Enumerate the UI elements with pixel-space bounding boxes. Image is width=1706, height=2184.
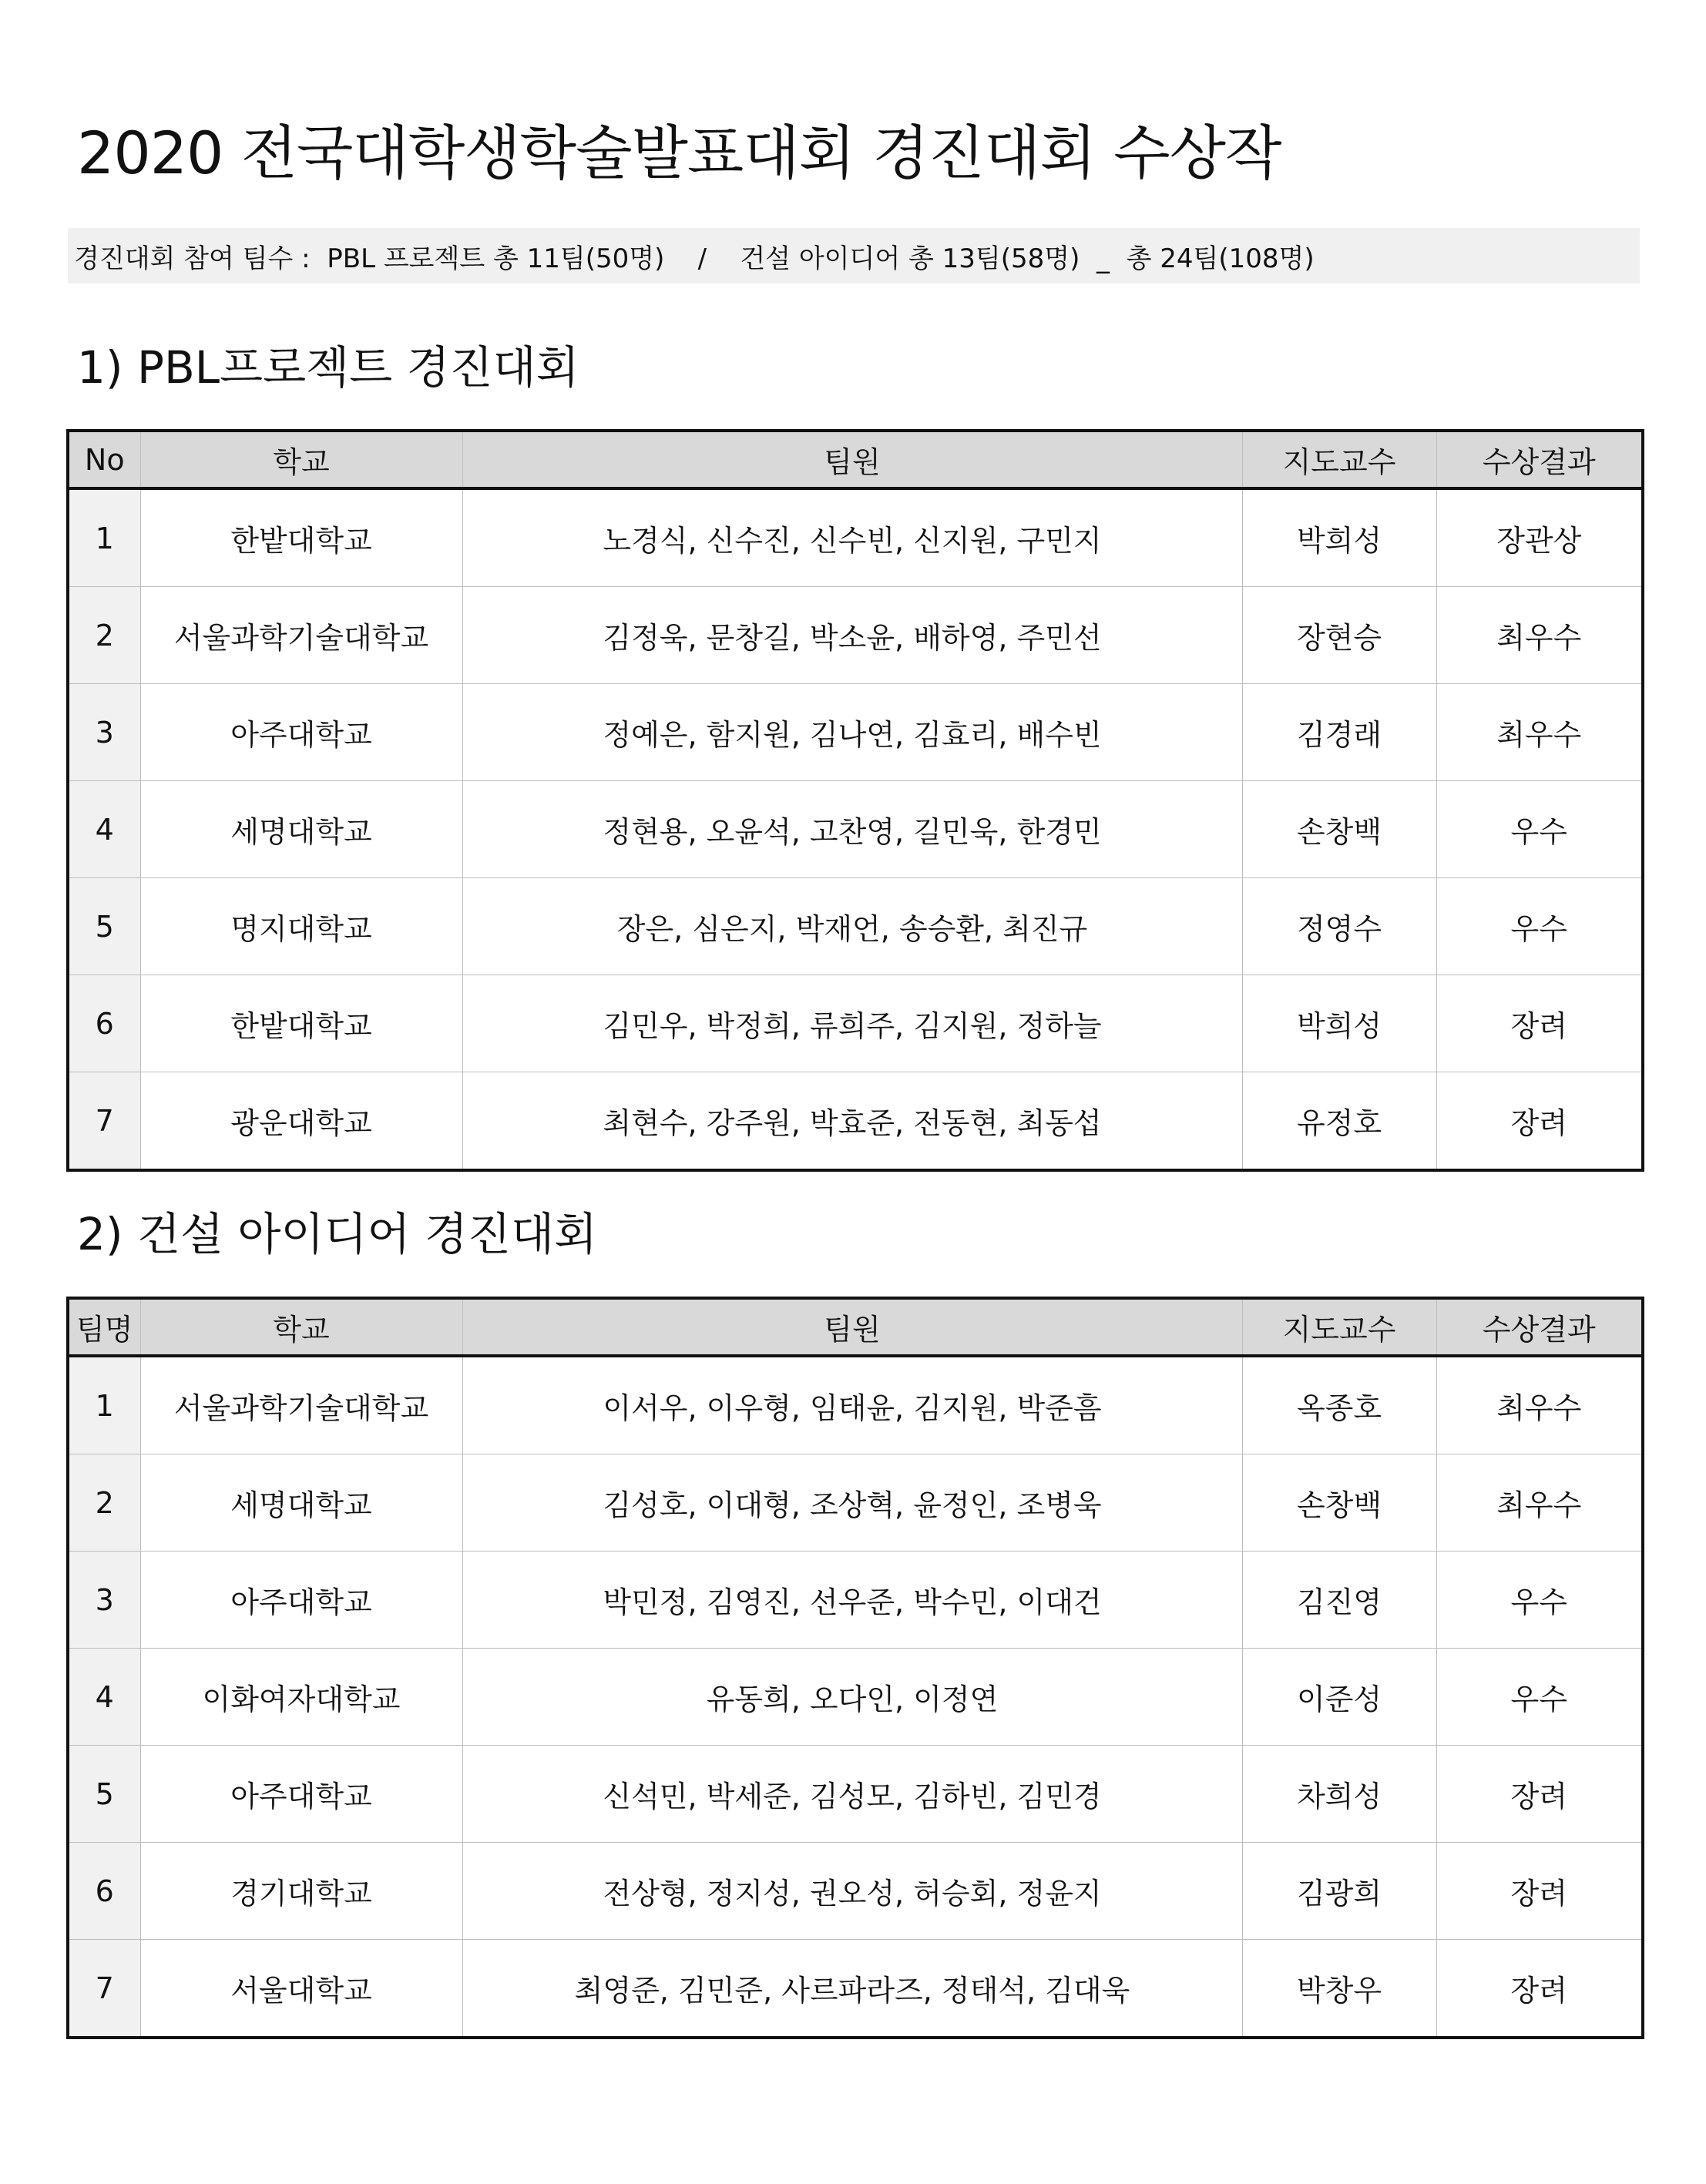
award-cell: 장려 xyxy=(1436,1843,1643,1940)
members-cell: 정예은, 함지원, 김나연, 김효리, 배수빈 xyxy=(462,684,1242,781)
school-cell: 광운대학교 xyxy=(140,1072,462,1171)
table-header-row xyxy=(68,431,1643,488)
table-row xyxy=(68,1552,1643,1649)
award-cell: 우수 xyxy=(1436,1649,1643,1746)
participation-summary: 경진대회 참여 팀수 : PBL 프로젝트 총 11팀(50명) / 건설 아이디어 총 13팀(58명) _ 총 24팀(108명) xyxy=(68,228,1640,283)
row-number: 3 xyxy=(68,684,140,781)
row-number: 1 xyxy=(68,1356,140,1454)
award-cell: 우수 xyxy=(1436,878,1643,975)
award-cell: 장관상 xyxy=(1436,488,1643,587)
school-cell: 한밭대학교 xyxy=(140,488,462,587)
section-heading-pbl: 1) PBL프로젝트 경진대회 xyxy=(77,341,579,394)
table-header-row xyxy=(68,1298,1643,1356)
table-row xyxy=(68,781,1643,878)
column-header-members: 팀원 xyxy=(462,1298,1242,1356)
column-header-no: No xyxy=(68,431,140,488)
row-number: 2 xyxy=(68,587,140,684)
award-cell: 최우수 xyxy=(1436,1356,1643,1454)
award-cell: 장려 xyxy=(1436,1940,1643,2038)
advisor-cell: 정영수 xyxy=(1242,878,1436,975)
advisor-cell: 김광희 xyxy=(1242,1843,1436,1940)
column-header-members: 팀원 xyxy=(462,431,1242,488)
column-header-award: 수상결과 xyxy=(1436,1298,1643,1356)
award-cell: 장려 xyxy=(1436,1072,1643,1171)
advisor-cell: 차희성 xyxy=(1242,1746,1436,1843)
row-number: 7 xyxy=(68,1940,140,2038)
award-cell: 우수 xyxy=(1436,781,1643,878)
members-cell: 장은, 심은지, 박재언, 송승환, 최진규 xyxy=(462,878,1242,975)
award-cell: 우수 xyxy=(1436,1552,1643,1649)
advisor-cell: 박희성 xyxy=(1242,488,1436,587)
advisor-cell: 박희성 xyxy=(1242,975,1436,1072)
column-header-school: 학교 xyxy=(140,431,462,488)
advisor-cell: 김경래 xyxy=(1242,684,1436,781)
advisor-cell: 김진영 xyxy=(1242,1552,1436,1649)
column-header-team: 팀명 xyxy=(68,1298,140,1356)
school-cell: 한밭대학교 xyxy=(140,975,462,1072)
award-cell: 최우수 xyxy=(1436,587,1643,684)
school-cell: 아주대학교 xyxy=(140,1746,462,1843)
school-cell: 세명대학교 xyxy=(140,781,462,878)
row-number: 2 xyxy=(68,1454,140,1552)
members-cell: 김정욱, 문창길, 박소윤, 배하영, 주민선 xyxy=(462,587,1242,684)
advisor-cell: 장현승 xyxy=(1242,587,1436,684)
table-row xyxy=(68,1843,1643,1940)
members-cell: 정현용, 오윤석, 고찬영, 길민욱, 한경민 xyxy=(462,781,1242,878)
advisor-cell: 박창우 xyxy=(1242,1940,1436,2038)
row-number: 4 xyxy=(68,1649,140,1746)
table-row xyxy=(68,488,1643,587)
school-cell: 서울과학기술대학교 xyxy=(140,1356,462,1454)
members-cell: 김성호, 이대형, 조상혁, 윤정인, 조병욱 xyxy=(462,1454,1242,1552)
idea-results-table xyxy=(66,1297,1644,2039)
award-cell: 장려 xyxy=(1436,975,1643,1072)
advisor-cell: 이준성 xyxy=(1242,1649,1436,1746)
table-row xyxy=(68,975,1643,1072)
members-cell: 최영준, 김민준, 사르파라즈, 정태석, 김대욱 xyxy=(462,1940,1242,2038)
row-number: 6 xyxy=(68,975,140,1072)
school-cell: 경기대학교 xyxy=(140,1843,462,1940)
page-title: 2020 전국대학생학술발표대회 경진대회 수상작 xyxy=(77,119,1281,187)
row-number: 4 xyxy=(68,781,140,878)
pbl-results-table xyxy=(66,429,1644,1172)
row-number: 5 xyxy=(68,1746,140,1843)
table-row xyxy=(68,878,1643,975)
row-number: 6 xyxy=(68,1843,140,1940)
school-cell: 아주대학교 xyxy=(140,684,462,781)
award-cell: 최우수 xyxy=(1436,684,1643,781)
school-cell: 이화여자대학교 xyxy=(140,1649,462,1746)
members-cell: 신석민, 박세준, 김성모, 김하빈, 김민경 xyxy=(462,1746,1242,1843)
advisor-cell: 유정호 xyxy=(1242,1072,1436,1171)
column-header-award: 수상결과 xyxy=(1436,431,1643,488)
award-cell: 최우수 xyxy=(1436,1454,1643,1552)
row-number: 7 xyxy=(68,1072,140,1171)
members-cell: 이서우, 이우형, 임태윤, 김지원, 박준흠 xyxy=(462,1356,1242,1454)
column-header-advisor: 지도교수 xyxy=(1242,431,1436,488)
advisor-cell: 손창백 xyxy=(1242,781,1436,878)
members-cell: 노경식, 신수진, 신수빈, 신지원, 구민지 xyxy=(462,488,1242,587)
row-number: 1 xyxy=(68,488,140,587)
members-cell: 전상형, 정지성, 권오성, 허승회, 정윤지 xyxy=(462,1843,1242,1940)
table-row xyxy=(68,684,1643,781)
members-cell: 최현수, 강주원, 박효준, 전동현, 최동섭 xyxy=(462,1072,1242,1171)
members-cell: 유동희, 오다인, 이정연 xyxy=(462,1649,1242,1746)
school-cell: 아주대학교 xyxy=(140,1552,462,1649)
table-row xyxy=(68,587,1643,684)
school-cell: 서울대학교 xyxy=(140,1940,462,2038)
table-row xyxy=(68,1649,1643,1746)
table-row xyxy=(68,1454,1643,1552)
table-row xyxy=(68,1940,1643,2038)
column-header-school: 학교 xyxy=(140,1298,462,1356)
members-cell: 박민정, 김영진, 선우준, 박수민, 이대건 xyxy=(462,1552,1242,1649)
school-cell: 서울과학기술대학교 xyxy=(140,587,462,684)
advisor-cell: 손창백 xyxy=(1242,1454,1436,1552)
column-header-advisor: 지도교수 xyxy=(1242,1298,1436,1356)
members-cell: 김민우, 박정희, 류희주, 김지원, 정하늘 xyxy=(462,975,1242,1072)
row-number: 3 xyxy=(68,1552,140,1649)
school-cell: 세명대학교 xyxy=(140,1454,462,1552)
table-row xyxy=(68,1746,1643,1843)
advisor-cell: 옥종호 xyxy=(1242,1356,1436,1454)
school-cell: 명지대학교 xyxy=(140,878,462,975)
table-row xyxy=(68,1356,1643,1454)
section-heading-idea: 2) 건설 아이디어 경진대회 xyxy=(77,1208,598,1260)
award-cell: 장려 xyxy=(1436,1746,1643,1843)
table-row xyxy=(68,1072,1643,1171)
row-number: 5 xyxy=(68,878,140,975)
